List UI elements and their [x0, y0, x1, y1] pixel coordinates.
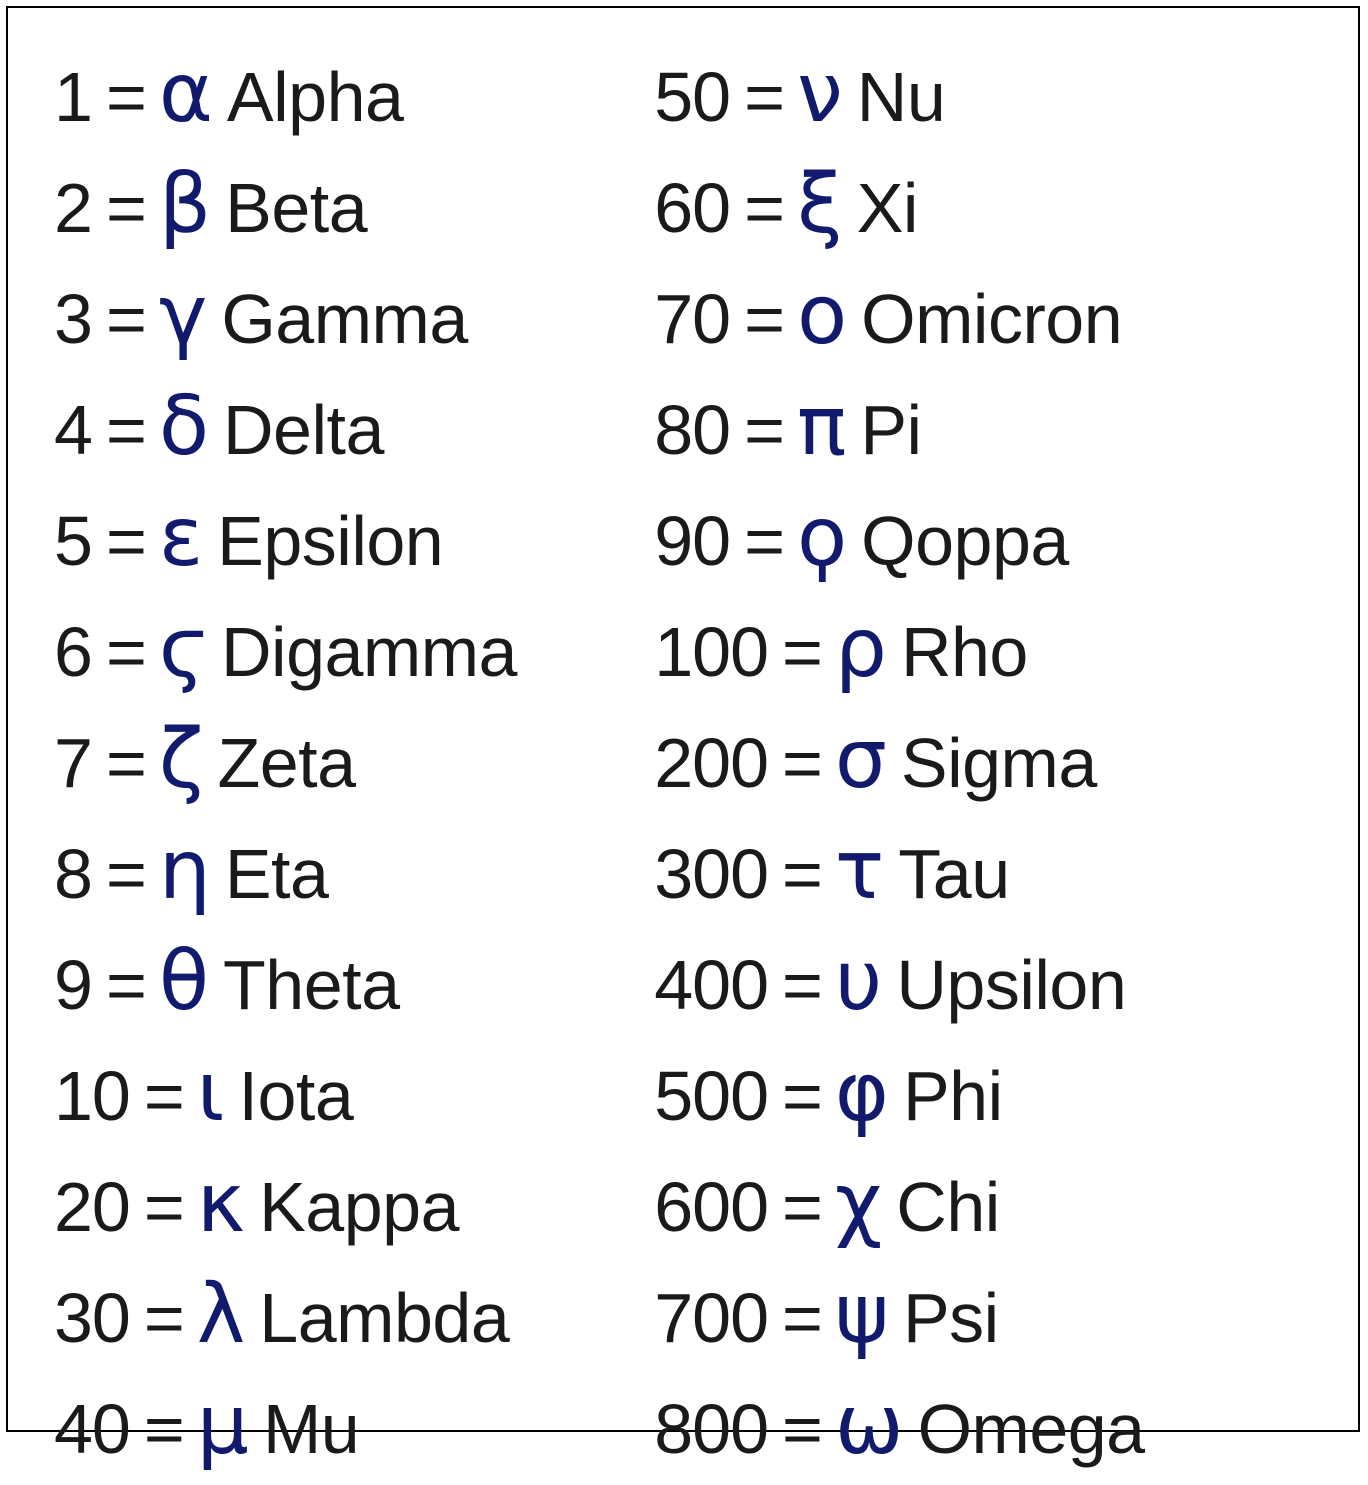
greek-letter-glyph: φ: [834, 1045, 889, 1140]
greek-letter-glyph: ω: [834, 1378, 904, 1473]
equals-sign: =: [782, 835, 823, 913]
greek-letter-glyph: χ: [834, 1156, 883, 1251]
equals-sign: =: [105, 835, 147, 913]
numeral-value: 300: [654, 835, 768, 913]
equals-sign: =: [782, 1279, 823, 1357]
greek-letter-name: Tau: [898, 835, 1010, 913]
equals-sign: =: [744, 169, 785, 247]
list-item: [54, 482, 626, 593]
greek-letter-name: Upsilon: [896, 946, 1127, 1024]
equals-sign: =: [105, 613, 147, 691]
greek-letter-name: Kappa: [259, 1168, 460, 1246]
numeral-value: 10: [54, 1057, 130, 1135]
equals-sign: =: [782, 613, 823, 691]
list-item: [654, 815, 1358, 926]
greek-letter-name: Psi: [902, 1279, 999, 1357]
greek-letter-glyph: υ: [834, 934, 883, 1029]
list-item: [54, 149, 626, 260]
list-item: [654, 260, 1358, 371]
greek-letter-name: Zeta: [217, 724, 356, 802]
greek-letter-name: Omega: [917, 1390, 1145, 1468]
greek-letter-glyph: δ: [158, 379, 209, 474]
greek-letter-name: Nu: [856, 58, 946, 136]
list-item: [54, 371, 626, 482]
greek-letter-glyph: θ: [158, 934, 209, 1029]
equals-sign: =: [105, 391, 147, 469]
list-item: [654, 149, 1358, 260]
list-item: [654, 704, 1358, 815]
equals-sign: =: [105, 280, 147, 358]
equals-sign: =: [782, 724, 823, 802]
numeral-value: 50: [654, 58, 731, 136]
greek-letter-glyph: ι: [196, 1045, 225, 1140]
equals-sign: =: [744, 58, 785, 136]
numeral-value: 500: [654, 1057, 768, 1135]
greek-letter-name: Alpha: [226, 58, 404, 136]
left-column: [8, 38, 626, 1473]
list-item: [654, 1037, 1358, 1148]
equals-sign: =: [782, 1057, 823, 1135]
numeral-value: 9: [54, 946, 92, 1024]
equals-sign: =: [782, 1168, 823, 1246]
numeral-value: 800: [654, 1390, 768, 1468]
greek-letter-glyph: ϛ: [158, 601, 207, 696]
numeral-value: 3: [54, 280, 92, 358]
equals-sign: =: [143, 1168, 185, 1246]
list-item: [654, 1259, 1358, 1370]
greek-letter-glyph: ξ: [796, 157, 843, 252]
greek-letter-glyph: ψ: [834, 1267, 889, 1362]
greek-letter-glyph: ϙ: [796, 490, 848, 585]
numeral-value: 600: [654, 1168, 768, 1246]
greek-letter-name: Digamma: [220, 613, 517, 691]
greek-letter-glyph: σ: [834, 712, 887, 807]
equals-sign: =: [744, 391, 785, 469]
numeral-value: 4: [54, 391, 92, 469]
numeral-value: 7: [54, 724, 92, 802]
list-item: [654, 593, 1358, 704]
list-item: [654, 371, 1358, 482]
greek-letter-glyph: ο: [796, 268, 848, 363]
list-item: [654, 1148, 1358, 1259]
list-item: [54, 593, 626, 704]
greek-letter-name: Chi: [896, 1168, 1000, 1246]
numeral-value: 80: [654, 391, 731, 469]
greek-letter-glyph: γ: [158, 268, 208, 363]
greek-letter-name: Epsilon: [217, 502, 444, 580]
list-item: [654, 38, 1358, 149]
equals-sign: =: [143, 1057, 185, 1135]
greek-letter-glyph: τ: [834, 823, 885, 918]
equals-sign: =: [105, 502, 147, 580]
list-item: [54, 38, 626, 149]
greek-letter-glyph: ρ: [834, 601, 887, 696]
numeral-value: 40: [54, 1390, 130, 1468]
list-item: [654, 1370, 1358, 1481]
numeral-value: 700: [654, 1279, 768, 1357]
list-item: [54, 260, 626, 371]
greek-letter-name: Gamma: [221, 280, 468, 358]
greek-letter-name: Delta: [223, 391, 384, 469]
equals-sign: =: [143, 1279, 185, 1357]
equals-sign: =: [744, 502, 785, 580]
greek-letter-name: Theta: [223, 946, 400, 1024]
greek-letter-glyph: ν: [796, 46, 843, 141]
greek-letter-glyph: π: [796, 379, 847, 474]
greek-letter-name: Phi: [902, 1057, 1003, 1135]
numeral-value: 2: [54, 169, 92, 247]
list-item: [54, 1037, 626, 1148]
greek-letter-name: Mu: [262, 1390, 360, 1468]
numeral-value: 30: [54, 1279, 130, 1357]
greek-letter-glyph: λ: [196, 1267, 246, 1362]
numeral-value: 5: [54, 502, 92, 580]
equals-sign: =: [105, 946, 147, 1024]
list-item: [54, 815, 626, 926]
greek-letter-name: Xi: [856, 169, 918, 247]
list-item: [54, 1370, 626, 1481]
equals-sign: =: [744, 280, 785, 358]
greek-letter-name: Beta: [225, 169, 368, 247]
numeral-value: 100: [654, 613, 768, 691]
equals-sign: =: [143, 1390, 185, 1468]
greek-letter-glyph: μ: [196, 1378, 249, 1473]
list-item: [54, 1148, 626, 1259]
numeral-value: 6: [54, 613, 92, 691]
greek-letter-name: Omicron: [861, 280, 1123, 358]
greek-letter-name: Eta: [224, 835, 329, 913]
greek-letter-name: Qoppa: [861, 502, 1069, 580]
numeral-table-frame: [6, 6, 1360, 1473]
numeral-value: 1: [54, 58, 92, 136]
greek-letter-name: Sigma: [900, 724, 1097, 802]
greek-letter-name: Pi: [860, 391, 922, 469]
right-column: [626, 38, 1358, 1473]
list-item: [654, 926, 1358, 1037]
greek-letter-name: Lambda: [259, 1279, 510, 1357]
list-item: [654, 482, 1358, 593]
equals-sign: =: [782, 1390, 823, 1468]
numeral-value: 70: [654, 280, 731, 358]
greek-letter-glyph: η: [158, 823, 211, 918]
equals-sign: =: [782, 946, 823, 1024]
list-item: [54, 704, 626, 815]
greek-letter-glyph: ε: [158, 490, 204, 585]
numeral-value: 60: [654, 169, 731, 247]
numeral-value: 8: [54, 835, 92, 913]
numeral-columns: [8, 8, 1358, 1473]
list-item: [54, 926, 626, 1037]
equals-sign: =: [105, 58, 147, 136]
greek-letter-glyph: β: [158, 157, 212, 252]
equals-sign: =: [105, 169, 147, 247]
greek-letter-name: Rho: [900, 613, 1028, 691]
greek-letter-glyph: κ: [196, 1156, 246, 1251]
numeral-value: 90: [654, 502, 731, 580]
equals-sign: =: [105, 724, 147, 802]
list-item: [54, 1259, 626, 1370]
greek-letter-glyph: ζ: [158, 712, 204, 807]
greek-letter-name: Iota: [238, 1057, 354, 1135]
numeral-value: 20: [54, 1168, 130, 1246]
numeral-value: 400: [654, 946, 768, 1024]
numeral-value: 200: [654, 724, 768, 802]
greek-letter-glyph: α: [158, 46, 213, 141]
